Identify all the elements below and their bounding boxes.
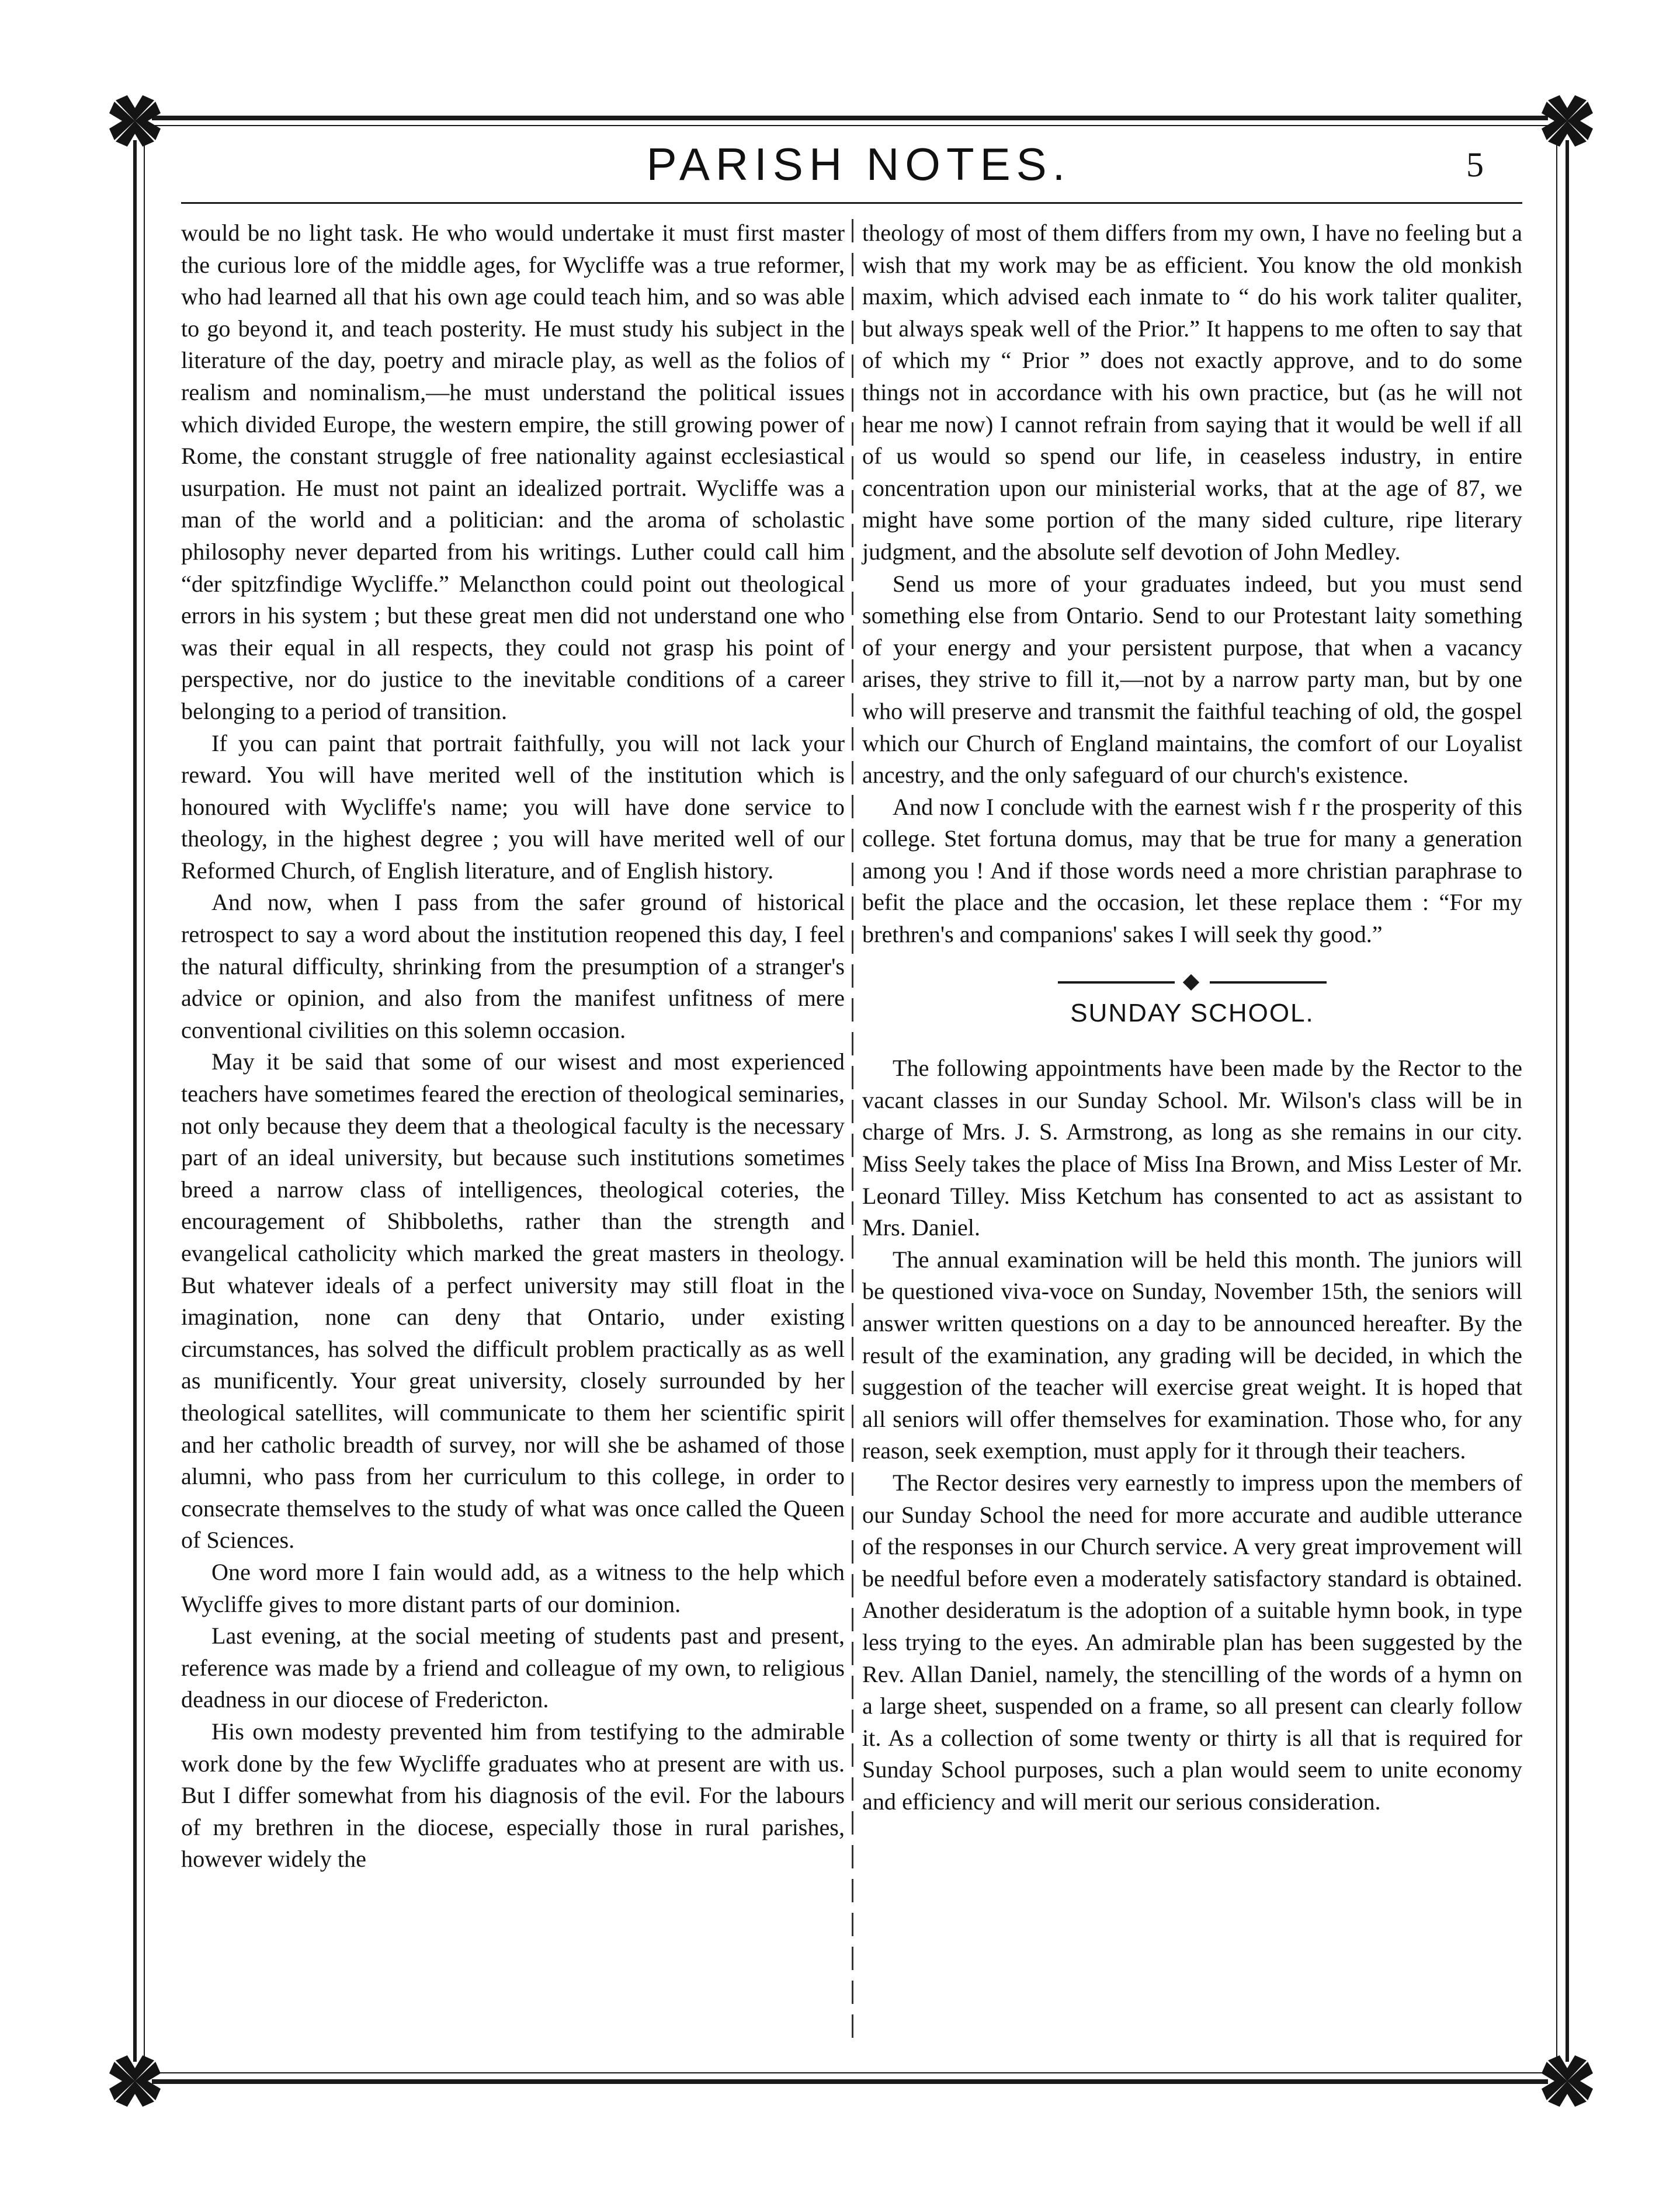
right-column [862, 217, 1522, 1818]
corner-cross-icon [103, 2049, 167, 2113]
frame-top-rule [152, 116, 1548, 120]
corner-cross-icon [1535, 2049, 1599, 2113]
paragraph: would be no light task. He who would undertake it must first master the curious lore of the middle ages, for Wycliffe was a true reformer, who had learned all that his own age could teach him, and so was able to go beyond it, and teach posterity. He must study his subject in the literature of the day, poetry and miracle play, as well as the folios of realism and nominalism,—he must understand the political issues which divided Europe, the western empire, the still growing power of Rome, the constant struggle of free nationality against ecclesiastical usurpation. He must not paint an idealized portrait. Wycliffe was a man of the world and a politician: and the aroma of scholastic philosophy never departed from his writings. Luther could call him “der spitzfindige Wycliffe.” Melancthon could point out theological errors in his system ; but these great men did not understand one who was their equal in all respects, they could not grasp his point of perspective, nor do justice to the inevitable conditions of a career belonging to a period of transition. [181, 220, 845, 724]
paragraph: And now, when I pass from the safer ground of historical retrospect to say a word about the institution reopened this day, I feel the natural difficulty, shrinking from the presumption of a stranger's advice or opinion, and also from the manifest unfitness of mere conventional civilities on this solemn occasion. [181, 889, 845, 1043]
column-divider [852, 219, 853, 2041]
frame-right-rule-thin [1556, 140, 1557, 2062]
paragraph: If you can paint that portrait faithfully, you will not lack your reward. You will have merited well of the institution which is honoured with Wycliffe's name; you will have done service to theology, in the highest degree ; you will have merited well of our Reformed Church, of English literature, and of English history. [181, 729, 845, 884]
frame-top-rule-thin [152, 125, 1548, 126]
paragraph: The Rector desires very earnestly to impress upon the members of our Sunday School the need for more accurate and audible utterance of the responses in our Church service. A very great improvement will be needful before even a moderately satisfactory standard is obtained. Another desideratum is the adoption of a suitable hymn book, in type less trying to the eyes. An admirable plan has been suggested by the Rev. Allan Daniel, namely, the stencilling of the words of a hymn on a large sheet, suspended on a frame, so all present can clearly follow it. As a collection of some twenty or thirty is all that is required for Sunday School purposes, such a plan would seem to unite economy and efficiency and will merit our serious consideration. [862, 1469, 1522, 1815]
page-number: 5 [1466, 145, 1484, 184]
paragraph: And now I conclude with the earnest wish f r the prosperity of this college. Stet fortuna domus, may that be true for many a generation among you ! And if those words need a more christian paraphrase to befit the place and the occasion, let these replace them : “For my brethren's and companions' sakes I will seek thy good.” [862, 793, 1522, 948]
paragraph: Send us more of your graduates indeed, but you must send something else from Ontario. Send to our Protestant laity something of your energy and your persistent purpose, that when a vacancy arises, they strive to fill it,—not by a narrow party man, but by one who will preserve and transmit the faithful teaching of old, the gospel which our Church of England maintains, the comfort of our Loyalist ancestry, and the only safeguard of our church's existence. [862, 570, 1522, 788]
section-separator [1058, 974, 1327, 989]
header-underline [181, 202, 1522, 204]
page-title: PARISH NOTES. [646, 138, 1071, 190]
paragraph: Last evening, at the social meeting of students past and present, reference was made by a friend and colleague of my own, to religious deadness in our diocese of Fredericton. [181, 1623, 845, 1713]
paragraph: The following appointments have been made by the Rector to the vacant classes in our Sunday School. Mr. Wilson's class will be in charge of Mrs. J. S. Armstrong, as long as she remains in our city. Miss Seely takes the place of Miss Ina Brown, and Miss Lester of Mr. Leonard Tilley. Miss Ketchum has consented to act as assistant to Mrs. Daniel. [862, 1055, 1522, 1241]
frame-left-rule [133, 140, 137, 2062]
frame-bottom-rule-thin [152, 2072, 1548, 2073]
frame-right-rule [1566, 140, 1569, 2062]
paragraph: His own modesty prevented him from testifying to the admirable work done by the few Wycliffe graduates who at present are with us. But I differ somewhat from his diagnosis of the evil. For the labours of my brethren in the diocese, especially those in rural parishes, however widely the [181, 1718, 845, 1873]
frame-left-rule-thin [144, 140, 145, 2062]
corner-cross-icon [103, 89, 167, 153]
paragraph: May it be said that some of our wisest and most experienced teachers have sometimes feared the erection of theological seminaries, not only because they deem that a theological faculty is the necessary part of an ideal university, but because such institutions sometimes breed a narrow class of intelligences, theological coteries, the encouragement of Shibboleths, rather than the strength and evangelical catholicity which marked the great masters in theology. But whatever ideals of a perfect university may still float in the imagination, none can deny that Ontario, under existing circumstances, has solved the difficult problem practically as as well as munificently. Your great university, closely surrounded by her theological satellites, will communicate to them her scientific spirit and her catholic breadth of survey, nor will she be ashamed of those alumni, who pass from her curriculum to this college, in order to consecrate themselves to the study of what was once called the Queen of Sciences. [181, 1048, 845, 1554]
left-column [181, 217, 845, 1875]
paragraph: The annual examination will be held this month. The juniors will be questioned viva-voce on Sunday, November 15th, the seniors will answer written questions on a day to be announced hereafter. By the result of the examination, any grading will be decided, in which the suggestion of the teacher will exercise great weight. It is hoped that all seniors will offer themselves for examination. Those who, for any reason, seek exemption, must apply for it through their teachers. [862, 1246, 1522, 1464]
section-title-sunday-school: SUNDAY SCHOOL. [1070, 998, 1314, 1027]
diamond-ornament-icon [1183, 974, 1199, 991]
frame-bottom-rule [152, 2079, 1548, 2084]
paragraph: theology of most of them differs from my own, I have no feeling but a wish that my work may be as efficient. You know the old monkish maxim, which advised each inmate to “ do his work taliter qualiter, but always speak well of the Prior.” It happens to me often to say that of which my “ Prior ” does not exactly approve, and to do some things not in accordance with his own practice, but (as he will not hear me now) I cannot refrain from saying that it would be well if all of us would so spend our life, in ceaseless industry, in entire concentration upon our ministerial works, that at the age of 87, we might have some portion of the many sided culture, ripe literary judgment, and the absolute self devotion of John Medley. [862, 220, 1522, 565]
paragraph: One word more I fain would add, as a witness to the help which Wycliffe gives to more distant parts of our dominion. [181, 1558, 845, 1617]
corner-cross-icon [1535, 89, 1599, 153]
